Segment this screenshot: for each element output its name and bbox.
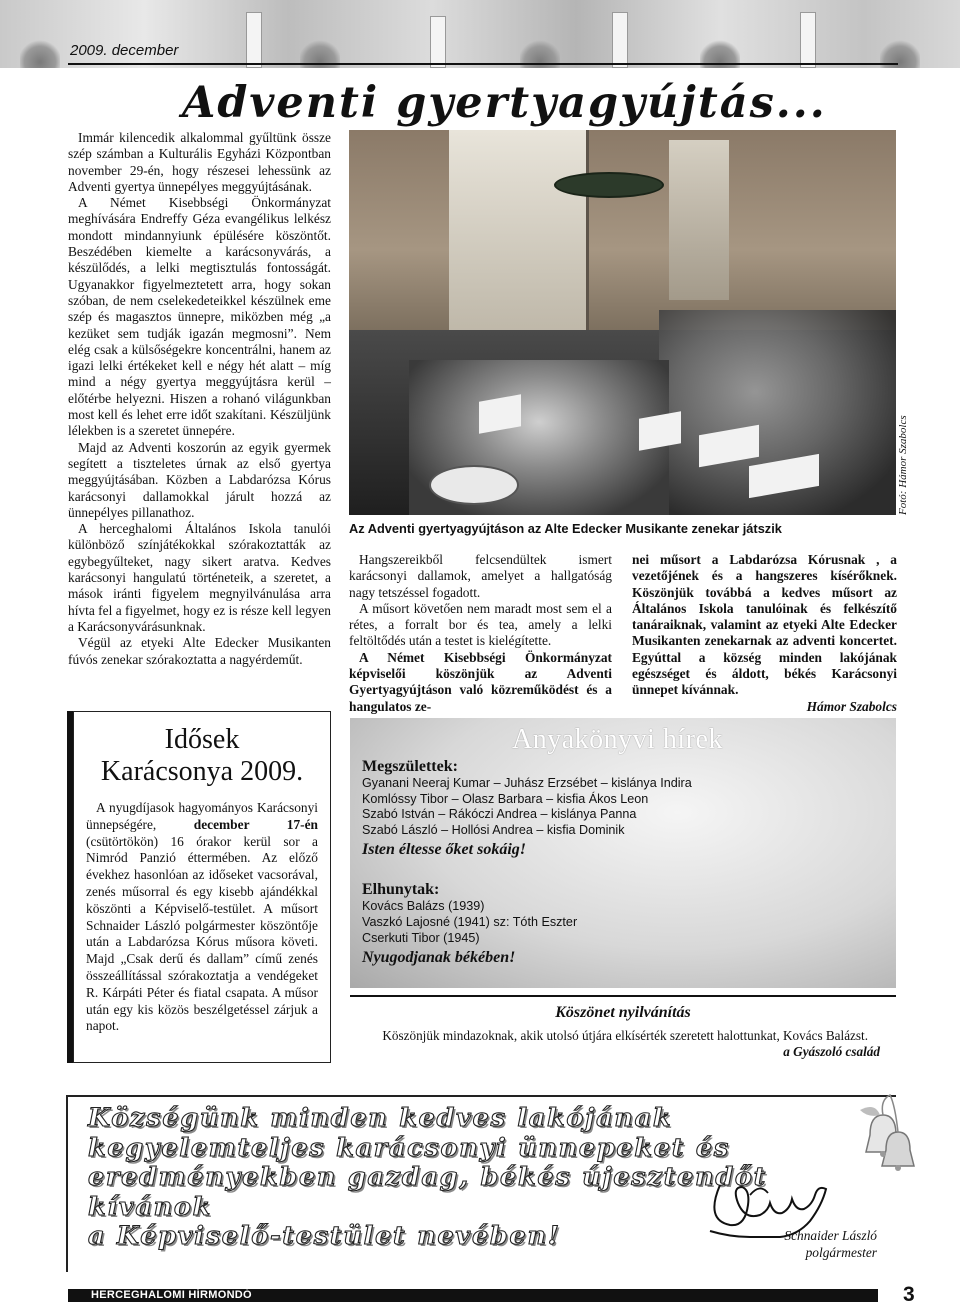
list-item: Kovács Balázs (1939) <box>362 899 485 914</box>
photo-caption: Az Adventi gyertyagyújtáson az Alte Edecker Musikante zenekar játszik <box>349 521 782 536</box>
list-item: Szabó István – Rákóczi Andrea – kislánya Panna <box>362 807 637 822</box>
tower-decoration <box>430 16 446 68</box>
page-number: 3 <box>903 1283 915 1306</box>
thanks-title: Köszönet nyilvánítás <box>555 1004 691 1021</box>
tower-decoration <box>800 12 816 68</box>
registry-news-title: Anyakönyvi hírek <box>512 724 723 755</box>
deaths-list <box>362 899 884 946</box>
article-paragraph: A Német Kisebbségi Önkormányzat meghívására Endreffy Géza evangélikus lelkész mondott mindannyiunk épülésére köszöntőt. Beszédében kiemelte a karácsonyvárás, a készülődés, a lelki megtisztulás fontosságát. Ugyanakkor figyelmeztetett arra, hogy sokan szóban, de nem cselekedeteikkel készülnek eme szép és magasztos ünnepre, miközben még „a kezüket sem tudják igazán megmosni”. Nem elég csak a külsőségekre koncentrálni, hanem az igazi lelki értékeket kell e négy hét alatt – míg mind a négy gyertya meggyújtásra kerül – előtérbe helyezni. Hiszen a rohanó világunkban most kell és lehet erre időt szakítani. Készüljünk lélekben is a szeretet ünnepére. <box>68 195 331 439</box>
deaths-label: Elhunytak: <box>362 881 440 899</box>
greeting-line: eredményekben gazdag, békés újesztendőt kívánok <box>88 1161 768 1221</box>
tower-decoration <box>612 12 628 68</box>
elderly-christmas-title: Idősek Karácsonya 2009. <box>100 724 304 787</box>
publication-name: HERCEGHALOMI HÍRMONDÓ <box>91 1289 252 1301</box>
list-item: Gyanani Neeraj Kumar – Juhász Erzsébet – kislánya Indira <box>362 776 692 790</box>
article-title: Adventi gyertyagyújtás... <box>182 78 827 128</box>
article-right-column <box>632 552 897 715</box>
article-paragraph: Immár kilencedik alkalommal gyűltünk össze szép számban a Kulturális Egyházi Központban november 29-én, hogy részesei lehessünk az Adventi gyertya ünnepélyes meggyújtásának. <box>68 130 331 194</box>
greeting-line: a Képviselő-testület nevében! <box>88 1220 561 1250</box>
births-label: Megszülettek: <box>362 758 458 775</box>
article-paragraph: Majd az Adventi koszorún az egyik gyermek segített a tiszteletes úrnak az első gyertya meggyújtásában. Közben a Labdarózsa Kórus karácsonyi dallamokkal járult hozzá az ünnepélyes pillanathoz. <box>68 439 331 520</box>
list-item: Vaszkó Lajosné (1941) sz: Tóth Eszter <box>362 914 578 929</box>
signer-block <box>755 1227 877 1261</box>
births-list <box>362 776 884 838</box>
greeting-line: kegyelemteljes karácsonyi ünnepeket és <box>88 1131 730 1162</box>
article-middle-column <box>349 552 612 715</box>
elderly-christmas-text: A nyugdíjasok hagyományos Karácsonyi ünnepségére, december 17-én (csütörtökön) 16 órakor kerül sor a Nimród Panzió éttermében. Az előző évekhez hasonlóan az időseket vacsorával, zenés műsorral és egy kisebb ajándékkal köszönti a Képviselő-testület. A műsort Schnaider László polgármester köszöntője után a Labdarózsa Kórus műsora követi. Majd „Csak derű és dallam” című zenés összeállítással szórakoztatja a vendégeket R. Kárpáti Péter és fiatal csapata. A műsor után egy kis közös beszélgetéssel zárjuk a napot. <box>86 800 318 1034</box>
thanks-text: Köszönjük mindazoknak, akik utolsó útjára elkísérték szeretett halottunkat, Kovács Balázst. <box>382 1028 868 1043</box>
issue-date: 2009. december <box>70 42 179 59</box>
article-paragraph: nei műsort a Labdarózsa Kórusnak , a vezetőjének és a hangszeres kísérőknek. Köszönjük továbbá a kedves műsort az Általános Iskola tanulóinak és felkészítő tanáraiknak, valamint az etyeki Alte Edecker Musikanten zenekarnak az adventi koncertet. Egyúttal a község minden lakójának egészséget és áldott, békés Karácsonyi ünnepet kívánnak. <box>632 552 897 698</box>
thanks-signature: a Gyászoló család <box>783 1044 880 1059</box>
tower-decoration <box>246 12 262 68</box>
article-paragraph: Hangszereikből felcsendültek ismert karácsonyi dallamok, amelyet a hallgatóság nagy tetszéssel fogadott. <box>349 552 612 600</box>
header-rule <box>68 63 898 65</box>
list-item: Cserkuti Tibor (1945) <box>362 930 480 945</box>
article-paragraph: Végül az etyeki Alte Edecker Musikanten fúvós zenekar szórakoztatta a nagyérdeműt. <box>68 635 331 667</box>
concert-photo <box>349 130 896 515</box>
article-paragraph: A műsort követően nem maradt most sem el a rétes, a forralt bor és tea, amely a lelki feltöltődés után a testet is kielégítette. <box>349 600 612 649</box>
thanks-notice <box>350 995 896 1067</box>
signer-title: polgármester <box>805 1245 877 1260</box>
elderly-christmas-box <box>73 711 331 1063</box>
list-item: Szabó László – Hollósi Andrea – kisfia Dominik <box>362 822 625 837</box>
advent-wreath <box>554 172 664 198</box>
article-paragraph: A herceghalomi Általános Iskola tanulói különböző színjátékokkal szórakoztatták az egybegyűlteket, nagy sikert aratva. Kedves karácsonyi hangulatú történeteik, a szeretet, a mások iránti figyelem megnyilvánulása arra hívta fel a figyelmet, hogy ez is része kell legyen a Karácsonyvárásunknak. <box>68 521 331 634</box>
article-left-column <box>68 130 331 668</box>
list-item: Komlóssy Tibor – Olasz Barbara – kisfia Ákos Leon <box>362 791 649 806</box>
article-paragraph: A Német Kisebbségi Önkormányzat képviselői köszönjük az Adventi Gyertyagyújtáson való közreműködést és a hangulatos ze- <box>349 649 612 714</box>
registry-news-box <box>350 718 896 988</box>
births-blessing: Isten éltesse őket sokáig! <box>362 841 526 859</box>
article-author: Hámor Szabolcs <box>806 698 897 714</box>
greeting-line: Községünk minden kedves lakójának <box>88 1102 673 1132</box>
drum <box>429 465 519 505</box>
signer-name: Schnaider László <box>784 1228 877 1243</box>
photo-credit: Fotó: Hámor Szabolcs <box>897 415 909 515</box>
deaths-blessing: Nyugodjanak békében! <box>362 949 516 967</box>
tree-decoration <box>20 38 60 68</box>
